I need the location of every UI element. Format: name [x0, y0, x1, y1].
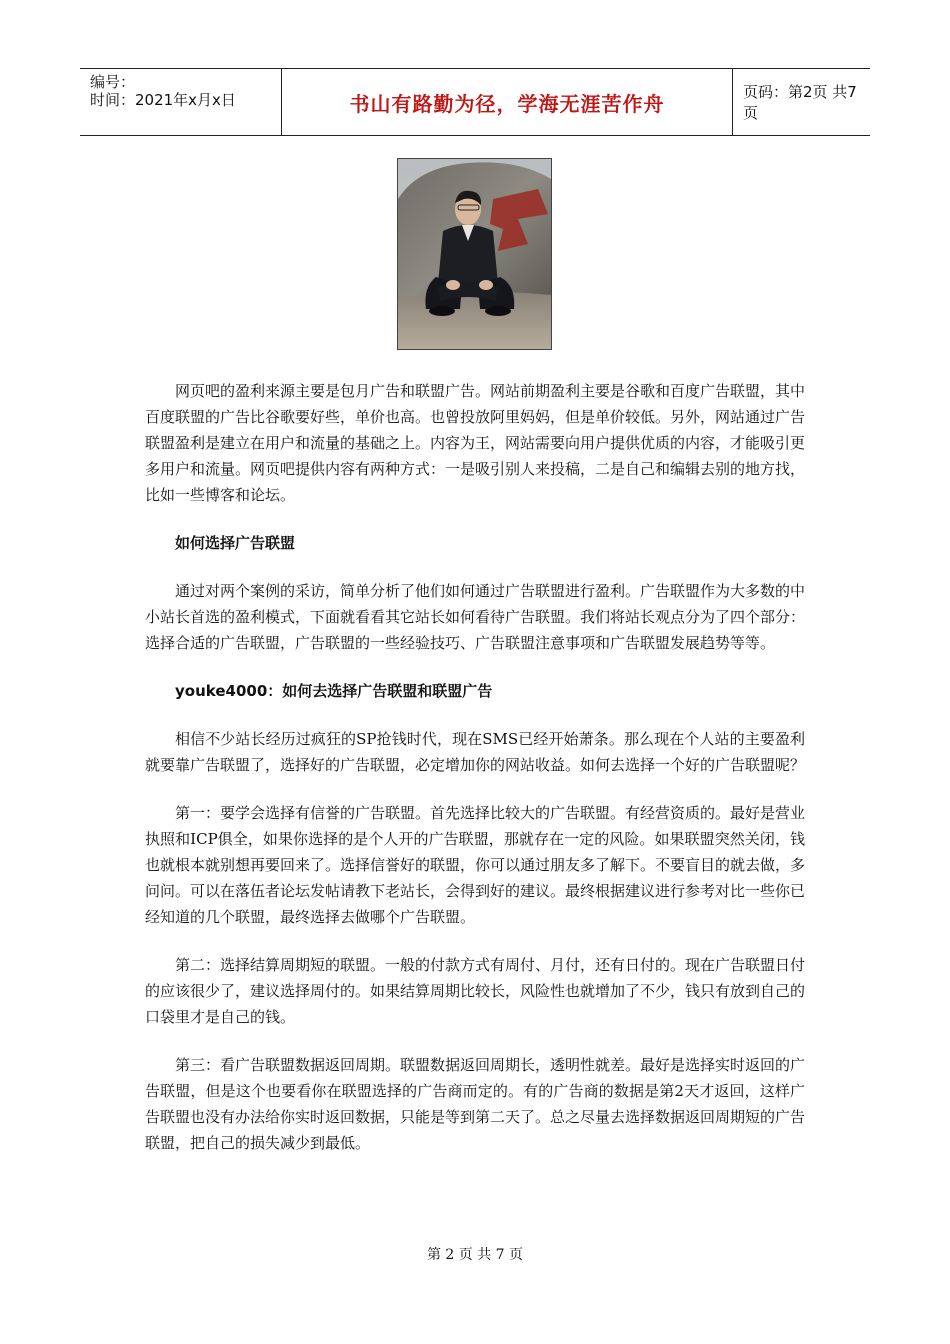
section-heading-2: youke4000：如何去选择广告联盟和联盟广告 [175, 682, 493, 700]
person-photo-icon [398, 159, 551, 349]
person-photo [397, 158, 552, 350]
paragraph-6: 第三：看广告联盟数据返回周期。联盟数据返回周期长，透明性就差。最好是选择实时返回的广告联盟，但是这个也要看你在联盟选择的广告商而定的。有的广告商的数据是第2天才返回，这样广告联盟也没有办法给你实时返回数据，只能是等到第二天了。总之尽量去选择数据返回周期短的广告联盟，把自己的损失减少到最低。 [145, 1056, 806, 1152]
paragraph-5: 第二：选择结算周期短的联盟。一般的付款方式有周付、月付，还有日付的。现在广告联盟日付的应该很少了，建议选择周付的。如果结算周期比较长，风险性也就增加了不少，钱只有放到自己的口袋里才是自己的钱。 [145, 956, 806, 1026]
number-label: 编号： [90, 73, 136, 91]
header-motto: 书山有路勤为径，学海无涯苦作舟 [282, 69, 733, 135]
time-label: 时间：2021年x月x日 [90, 91, 236, 109]
page-footer: 第 2 页 共 7 页 [426, 1247, 524, 1263]
header-table [80, 68, 870, 136]
article-body [145, 378, 805, 1156]
header-left-cell [80, 69, 282, 135]
paragraph-4: 第一：要学会选择有信誉的广告联盟。首先选择比较大的广告联盟。有经营资质的。最好是营业执照和ICP俱全，如果你选择的是个人开的广告联盟，那就存在一定的风险。如果联盟突然关闭，钱也就根本就别想再要回来了。选择信誉好的联盟，你可以通过朋友多了解下。不要盲目的就去做，多问问。可以在落伍者论坛发帖请教下老站长，会得到好的建议。最终根据建议进行参考对比一些你已经知道的几个联盟，最终选择去做哪个广告联盟。 [145, 804, 806, 926]
header-page-info: 页码：第2页 共7页 [743, 83, 857, 122]
paragraph-3: 相信不少站长经历过疯狂的SP抢钱时代，现在SMS已经开始萧条。那么现在个人站的主要盈利就要靠广告联盟了，选择好的广告联盟，必定增加你的网站收益。如何去选择一个好的广告联盟呢？ [145, 730, 806, 774]
paragraph-2: 通过对两个案例的采访，简单分析了他们如何通过广告联盟进行盈利。广告联盟作为大多数的中小站长首选的盈利模式，下面就看看其它站长如何看待广告联盟。我们将站长观点分为了四个部分：选择合适的广告联盟，广告联盟的一些经验技巧、广告联盟注意事项和广告联盟发展趋势等等。 [145, 582, 806, 652]
section-heading-1: 如何选择广告联盟 [175, 534, 296, 552]
paragraph-1: 网页吧的盈利来源主要是包月广告和联盟广告。网站前期盈利主要是谷歌和百度广告联盟，其中百度联盟的广告比谷歌要好些，单价也高。也曾投放阿里妈妈，但是单价较低。另外，网站通过广告联盟盈利是建立在用户和流量的基础之上。内容为王，网站需要向用户提供优质的内容，才能吸引更多用户和流量。网页吧提供内容有两种方式：一是吸引别人来投稿，二是自己和编辑去别的地方找，比如一些博客和论坛。 [145, 382, 806, 504]
